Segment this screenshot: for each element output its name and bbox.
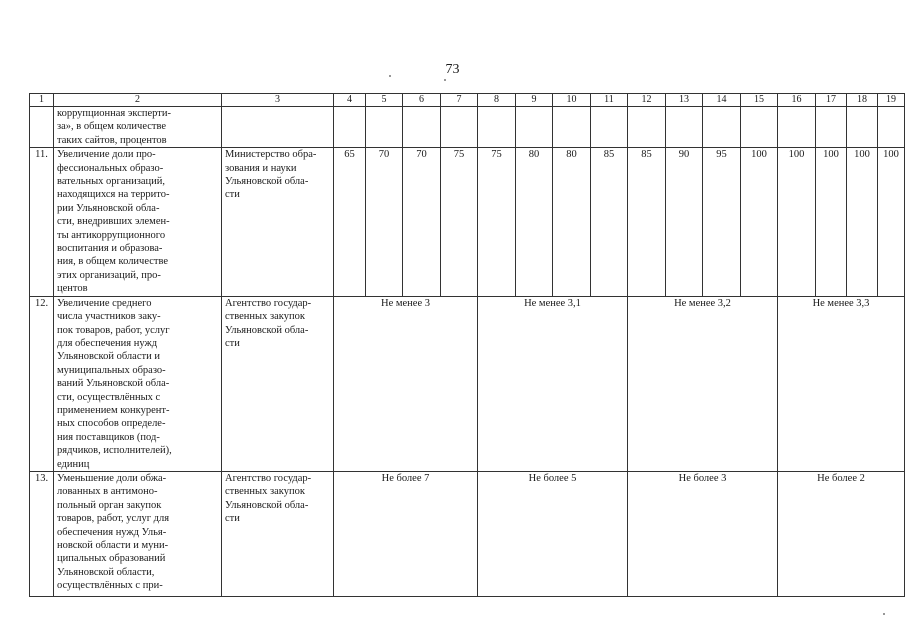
column-header: 16 — [778, 94, 816, 107]
column-header: 10 — [553, 94, 591, 107]
value-cell — [553, 107, 591, 148]
column-header: 12 — [628, 94, 666, 107]
merged-value-cell: Не более 5 — [478, 471, 628, 596]
merged-value-cell: Не более 2 — [778, 471, 905, 596]
value-cell: 90 — [666, 148, 703, 296]
indicator-text: Уменьшение доли обжа- лованных в антимоно- польный орган закупок товаров, работ, услуг для обеспечения нужд Улья- новской области и муни- ципальных образований Ульяновской области, осуществлённых с при- — [54, 471, 222, 596]
responsible-body: Агентство государ- ственных закупок Ульяновской обла- сти — [222, 471, 334, 596]
value-cell: 65 — [334, 148, 366, 296]
value-cell: 100 — [878, 148, 905, 296]
indicator-text: Увеличение доли про- фессиональных образо- вательных организаций, находящихся на террито- рии Ульяновской обла- сти, внедривших элемен- ты антикоррупционного воспитания и образова- ния, в общем количестве этих организаций, про- центов — [54, 148, 222, 296]
value-cell — [741, 107, 778, 148]
column-header: 1 — [30, 94, 54, 107]
table-row — [30, 471, 905, 596]
value-cell: 100 — [741, 148, 778, 296]
value-cell — [478, 107, 516, 148]
scan-speck — [883, 613, 885, 615]
column-header: 13 — [666, 94, 703, 107]
row-number: 13. — [30, 471, 54, 596]
value-cell — [403, 107, 441, 148]
value-cell: 85 — [628, 148, 666, 296]
row-number: 12. — [30, 296, 54, 471]
column-header: 9 — [516, 94, 553, 107]
scan-speck — [444, 79, 446, 81]
value-cell: 95 — [703, 148, 741, 296]
value-cell — [666, 107, 703, 148]
row-number: 11. — [30, 148, 54, 296]
value-cell: 100 — [847, 148, 878, 296]
column-header: 18 — [847, 94, 878, 107]
responsible-body: Агентство государ- ственных закупок Ульяновской обла- сти — [222, 296, 334, 471]
responsible-body — [222, 107, 334, 148]
table-row — [30, 296, 905, 471]
value-cell: 70 — [366, 148, 403, 296]
value-cell — [334, 107, 366, 148]
value-cell — [628, 107, 666, 148]
merged-value-cell: Не менее 3,2 — [628, 296, 778, 471]
column-header: 7 — [441, 94, 478, 107]
value-cell: 75 — [478, 148, 516, 296]
column-header: 5 — [366, 94, 403, 107]
value-cell — [516, 107, 553, 148]
column-header: 15 — [741, 94, 778, 107]
value-cell: 80 — [553, 148, 591, 296]
column-header: 14 — [703, 94, 741, 107]
scan-speck — [389, 75, 391, 77]
value-cell — [778, 107, 816, 148]
table-row — [30, 148, 905, 296]
indicators-table — [29, 93, 905, 597]
header-row — [30, 94, 905, 107]
column-header: 8 — [478, 94, 516, 107]
row-number — [30, 107, 54, 148]
value-cell — [441, 107, 478, 148]
column-header: 3 — [222, 94, 334, 107]
page-number: 73 — [445, 62, 460, 77]
indicator-text: коррупционная эксперти- за», в общем количестве таких сайтов, процентов — [54, 107, 222, 148]
value-cell: 70 — [403, 148, 441, 296]
column-header: 6 — [403, 94, 441, 107]
value-cell — [703, 107, 741, 148]
indicator-text: Увеличение среднего числа участников заку- пок товаров, работ, услуг для обеспечения нужд Ульяновской области и муниципальных образо- ваний Ульяновской обла- сти, осуществлённых с применением конкурент- ных способов определе- ния поставщиков (под- рядчиков, исполнителей), единиц — [54, 296, 222, 471]
merged-value-cell: Не менее 3,3 — [778, 296, 905, 471]
column-header: 19 — [878, 94, 905, 107]
value-cell — [591, 107, 628, 148]
column-header: 11 — [591, 94, 628, 107]
merged-value-cell: Не более 3 — [628, 471, 778, 596]
value-cell: 80 — [516, 148, 553, 296]
merged-value-cell: Не менее 3 — [334, 296, 478, 471]
value-cell: 75 — [441, 148, 478, 296]
column-header: 17 — [816, 94, 847, 107]
value-cell: 100 — [778, 148, 816, 296]
table-row — [30, 107, 905, 148]
value-cell — [878, 107, 905, 148]
value-cell — [816, 107, 847, 148]
column-header: 4 — [334, 94, 366, 107]
value-cell — [847, 107, 878, 148]
merged-value-cell: Не менее 3,1 — [478, 296, 628, 471]
responsible-body: Министерство обра- зования и науки Ульяновской обла- сти — [222, 148, 334, 296]
value-cell: 85 — [591, 148, 628, 296]
value-cell — [366, 107, 403, 148]
merged-value-cell: Не более 7 — [334, 471, 478, 596]
value-cell: 100 — [816, 148, 847, 296]
column-header: 2 — [54, 94, 222, 107]
